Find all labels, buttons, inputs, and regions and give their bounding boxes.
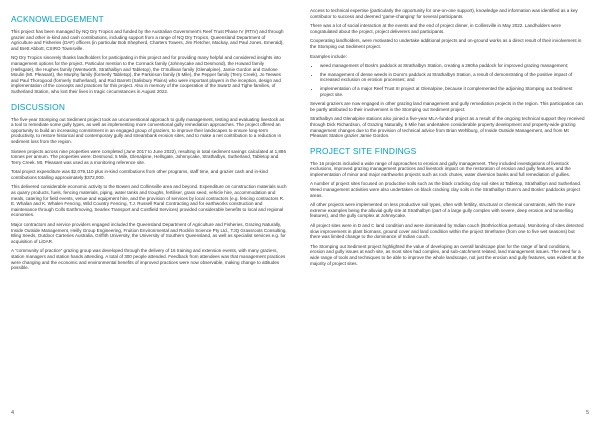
acknowledgement-paragraph: NQ Dry Tropics sincerely thanks landholders for participating in this project and for providing many helpful and considered insights into management options for the project. Particular mention to the Cormack family (Johnnycake and Desmond), the Howard family (Hellsgate), the Hughes family (Wentworth, Strathalbyn and Tabletop), the O’Sullivan family (Glenalpine), Jamie Gordon and Garlone Moulin (Mt. Pleasant), the Murphy family (formerly Tabletop), the Parkinson family (5 Mile), the Pepper family (Terry Creek), Jo Teewes and Paul Thorogood (formerly Sutherland), and Rod Barrett (Salisbury Plains) who were important players in the inception, design and implementation of the concepts and practices for this project. Also in memory of the cooperation of the Swartz and Tighe families, of Sutherland Station, who lost their lives in tragic circumstances in August 2022. — [11, 55, 281, 94]
left-column — [11, 0, 287, 271]
list-item: • weed management of Bosk’s paddock at Strathalbyn Station, creating a 260ha paddock for improved grazing management; — [320, 63, 586, 69]
discussion-paragraph: Total project expenditure was $2,079,110 plus in-kind contributions from other programs, staff time, and grazier cash and in-kind contributions totalling approximately $372,000. — [11, 169, 268, 180]
list-item: • the management of dense weeds in Dunn’s paddock at Strathalbyn Station, a result of demonstrating of the positive impact of increased exclusion on erosion processes; and — [320, 72, 586, 83]
findings-paragraph: The Stomping out Sediment project highlighted the value of developing an overall landscape plan for the range of land conditions, erosion and gully issues at each site, as most sites had complex, and sub-catchment related, land management issues. The need for a wide range of tools and techniques to be able to improve the whole landscape, not just the erosion and gully features, was evident at the majority of project sites. — [310, 243, 584, 266]
project-site-findings-heading: PROJECT SITE FINDINGS — [310, 145, 417, 156]
body-paragraph: Cooperating landholders, were motivated to undertake additional projects and on-ground works as a direct result of their involvement in the Stomping out Sediment project. — [310, 38, 582, 49]
page-number-left: 4 — [11, 410, 15, 416]
findings-paragraph: A number of project sites focused on productive soils such as the black cracking clay soil sites at Tabletop, Strathalbyn and Sutherland. Weed management activities were also undertaken on black cracking clay soils in the Strathalbyn Dunn’s and Bosks’ paddocks project areas. — [310, 181, 582, 198]
body-paragraph: Examples include: — [310, 53, 347, 59]
page-number-right: 5 — [585, 410, 589, 416]
findings-paragraph: The 16 projects included a wide range of approaches to erosion and gully management. They included investigations of livestock exclusions, improved grazing management practices and livestock impact on the restoration of erosion and gully features, and the implementation of minor and major earthworks projects such as rock chutes, water diversion banks and full remediation of gullies. — [310, 160, 571, 177]
discussion-paragraph: The five-year Stomping out Sediment project took an unconventional approach to gully management, testing and evaluating livestock as a tool to remediate some gully types, as well as implementing more conventional gully remediation approaches. The project offered an opportunity to build an increasing commitment in an engaged group of graziers, to improve their landscapes to ensure long-term productivity, to restore historical and contemporary gully and streambank erosion sites, and to make a net contribution to a reduction in sediment loss from the region. — [11, 116, 285, 144]
discussion-paragraph: A “community of practice” grazing group was developed through the delivery of 16 training and extension events, with many graziers, station managers and station hands attending. A total of 300 people attended. Feedback from attendees was that management practices were changing and the economic and environmental benefits of improved practices were now observable, making change to attitudes possible. — [11, 248, 286, 271]
body-paragraph: Access to technical expertise (particularly the opportunity for one-on-one support), knowledge and information was identified as a key contributor to success and deemed ‘game-changing’ for several participants. — [310, 8, 578, 19]
body-paragraph: Strathalbyn and Glenalpine stations also joined a five-year MLA-funded project as a result of the ongoing technical support they received through Dick Richardson, of Grazing Naturally, 5 Mile has undertaken considerable property development and property-wide grazing management changes due to the provision of technical advice from Brian Wehlburg, of Inside Outside Management, and from Mt Pleasant Station grazier Jamie Gordon. — [310, 116, 585, 139]
discussion-paragraph: This delivered considerable economic activity to the Bowen and Collinsville area and beyond. Expenditure on construction materials such as quarry products, fuels, fencing materials, piping, water tanks and troughs, fertiliser, grass seed, vehicle hire, accommodation and meals, catering for field events, venue and equipment hire, and the provision of services by local contractors (e.g. fencing contractors R. E. Whalan and K. Whalen Fencing, Wild Country Fencing, T.J. Russell Rural Contracting and for earthworks construction and maintenance through Colls Earthmoving, Searlex Transport and Costfield Services) provided considerable benefits to local and regional economies. — [11, 184, 287, 218]
list-item: • implementation of a major Reef Trust III project at Glenalpine, because it complemented the adjoining Stomping out Sediment project site. — [320, 86, 586, 97]
discussion-paragraph: Sixteen projects across nine properties were completed (June 2017 to June 2022), resulting in total sediment savings calculated at 1,886 tonnes per annum. The properties were: Desmond, 5 Mile, Glenalpine, Hellsgate, Johnnycake, Strathalbyn, Sutherland, Tabletop and Terry Creek. Mt. Pleasant was used as a monitoring reference site. — [11, 148, 286, 165]
discussion-paragraph: Major contractors and service providers engaged included the Queensland Department of Agriculture and Fisheries, Grazing Naturally, Inside Outside Management, Heilly Group Engineering, Fruition Environmental and Rocklin Science Pty Ltd., TJQ Grassroots Consulting, Bling Seeds, Outdoor Carteries Australia, Griffith University, the University of Southern Queensland, as well as specialist services e.g. for acquisition of LiDAR. — [11, 222, 287, 244]
findings-paragraph: All project sites were in D and C land condition and were dominated by Indian couch (Bothriochloa pertusa). Monitoring of sites detected slow improvement in plant biomass, ground cover and land condition within the project timeframe (from one to five wet seasons) but there was limited change to the dominance of Indian couch. — [310, 223, 584, 240]
discussion-heading: DISCUSSION — [11, 101, 66, 112]
body-paragraph: There was a lot of social interaction at the events and the end of project dinner, in Collinsville in May 2022. Landholders were congratulated about the project, project deliverers and participants. — [310, 23, 561, 34]
examples-list — [310, 63, 586, 97]
right-page — [310, 0, 586, 424]
findings-paragraph: All other projects were implemented on less productive soil types, often with fertility, structural or chemical constraints, with the more extreme examples being the alluvial gully site at Strathalbyn (part of a large gully complex with severe, deep erosion and tunnelling features), and the gully complex at Johnnycake. — [310, 202, 576, 219]
acknowledgement-heading: ACKNOWLEDGEMENT — [11, 14, 104, 24]
left-page — [11, 0, 287, 424]
body-paragraph: Several graziers are now engaged in other grazing land management and gully remediation projects in the region. This participation can be partly attributed to their involvement in the Stomping out Sediment project. — [310, 101, 583, 112]
acknowledgement-paragraph: This project has been managed by NQ Dry Tropics and funded by the Australian Government’s Reef Trust Phase IV (RTIV) and through grazier and other in-kind and cash contributions, including support from a range of NQ Dry Tropics, Queensland Department of Agriculture and Fisheries (DAF) officers (in particular Bob Shepherd, Charters Towers, Jim Fletcher, Mackay, and Paul Jones, Emerald), and Brett Abbott, CSIRO Townsville. — [11, 29, 284, 51]
right-column — [310, 0, 586, 266]
